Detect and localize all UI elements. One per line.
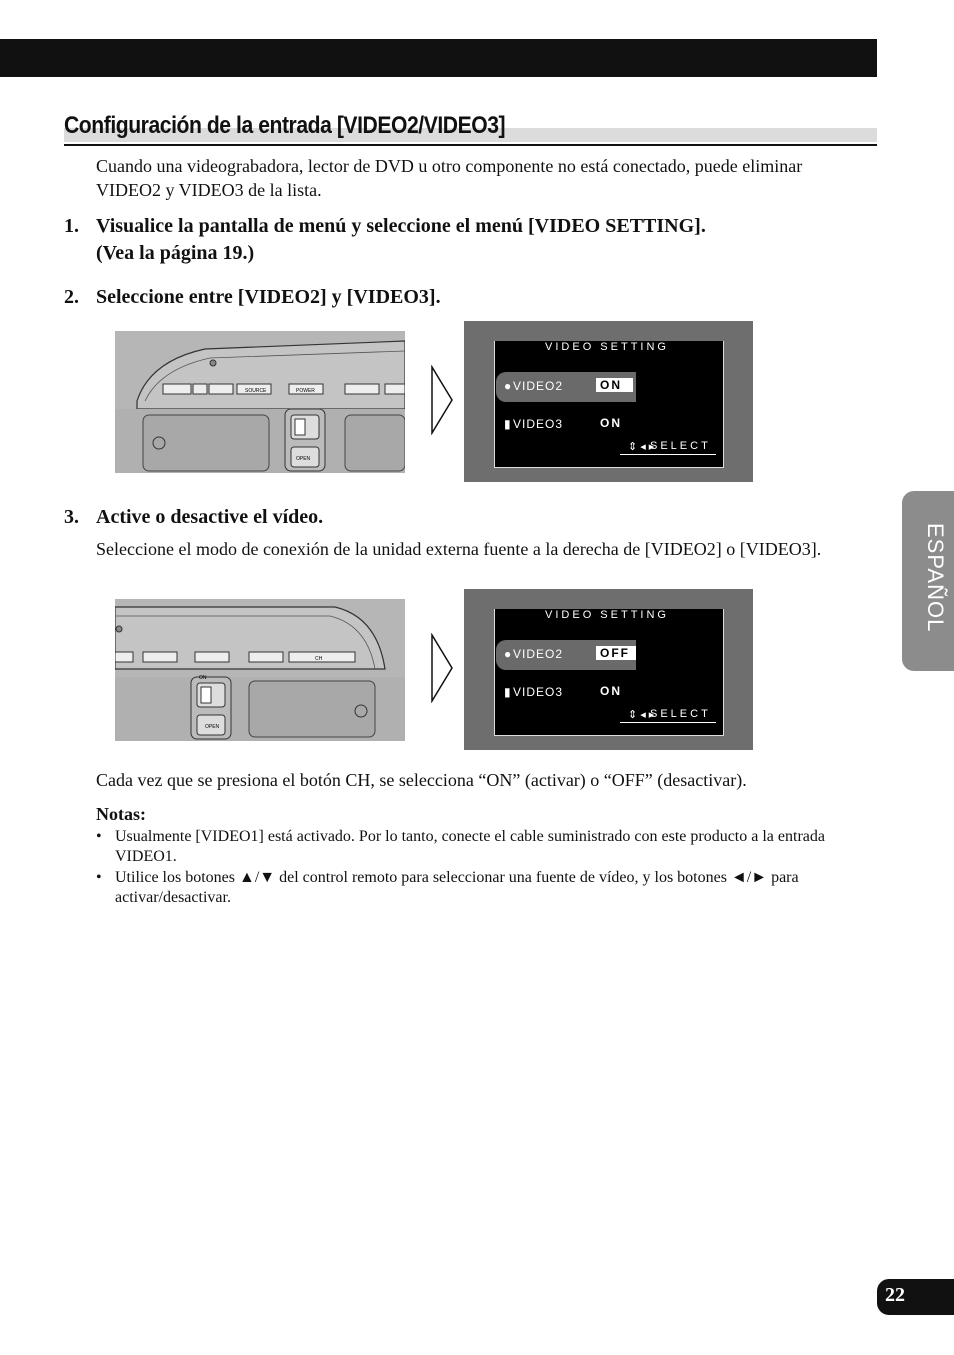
page-number: 22 xyxy=(885,1284,905,1306)
osd-row2-label: VIDEO3 xyxy=(513,685,564,699)
device-illustration xyxy=(115,331,405,473)
device-label-power: POWER xyxy=(296,388,315,394)
osd-row1-label: VIDEO2 xyxy=(513,647,564,661)
device-illustration xyxy=(115,599,405,741)
step-text: Visualice la pantalla de menú y seleccione el menú [VIDEO SETTING]. xyxy=(96,215,706,237)
osd-row2-label: VIDEO3 xyxy=(513,417,564,431)
step-text: Seleccione entre [VIDEO2] y [VIDEO3]. xyxy=(96,286,441,308)
osd-row2-value: ON xyxy=(600,684,622,698)
step-3 xyxy=(64,504,844,532)
osd-row1-value: ON xyxy=(596,378,633,392)
osd-cursor-icon: ● xyxy=(504,379,513,393)
device-photo-1 xyxy=(115,331,405,473)
section-heading xyxy=(64,112,877,146)
step3-paragraph: Seleccione el modo de conexión de la unidad externa fuente a la derecha de [VIDEO2] o [VIDEO3]. xyxy=(96,539,822,559)
notes-heading: Notas: xyxy=(96,804,146,824)
device-label-ch: CH xyxy=(315,656,323,662)
osd-footer: SELECT xyxy=(650,708,711,720)
osd-title: VIDEO SETTING xyxy=(496,341,718,354)
osd-screen-1 xyxy=(464,321,753,482)
device-photo-2 xyxy=(115,599,405,741)
next-arrow-icon xyxy=(430,633,454,703)
note-text: Usualmente [VIDEO1] está activado. Por lo tanto, conecte el cable suministrado con este producto a la entrada VIDEO1. xyxy=(115,828,825,865)
ch-note: Cada vez que se presiona el botón CH, se selecciona “ON” (activar) o “OFF” (desactivar). xyxy=(96,770,747,790)
step-number: 1. xyxy=(64,215,79,237)
osd-footer: SELECT xyxy=(650,440,711,452)
device-label-open: OPEN xyxy=(205,724,220,730)
step-number: 2. xyxy=(64,286,79,308)
osd-row2-value: ON xyxy=(600,416,622,430)
osd-marker-icon: ▮ xyxy=(504,417,512,431)
step-text: Active o desactive el vídeo. xyxy=(96,506,324,528)
osd-row1-value: OFF xyxy=(596,646,636,660)
step-text-line2: (Vea la página 19.) xyxy=(96,242,255,264)
step-2 xyxy=(64,284,844,312)
device-label-open: OPEN xyxy=(296,456,311,462)
page-number-badge xyxy=(877,1279,954,1315)
osd-arrows-icon: ⇕◂▸ xyxy=(628,709,658,721)
step-number: 3. xyxy=(64,506,79,528)
osd-screen-2 xyxy=(464,589,753,750)
osd-arrows-icon: ⇕◂▸ xyxy=(628,441,658,453)
note-text: Utilice los botones ▲/▼ del control remoto para seleccionar una fuente de vídeo, y los botones ◄/► para activar/desactivar. xyxy=(115,869,799,906)
language-tab xyxy=(902,491,954,671)
osd-row1-label: VIDEO2 xyxy=(513,379,564,393)
osd-marker-icon: ▮ xyxy=(504,685,512,699)
note-item xyxy=(96,868,841,908)
header-bar xyxy=(0,39,877,77)
language-tab-label: ESPAÑOL xyxy=(923,523,948,633)
next-arrow-icon xyxy=(430,365,454,435)
section-title: Configuración de la entrada [VIDEO2/VIDEO3] xyxy=(64,112,506,139)
step-1 xyxy=(64,213,844,269)
intro-paragraph: Cuando una videograbadora, lector de DVD u otro componente no está conectado, puede eliminar VIDEO2 y VIDEO3 de la lista. xyxy=(96,156,803,200)
osd-title: VIDEO SETTING xyxy=(496,609,718,622)
osd-cursor-icon: ● xyxy=(504,647,513,661)
bullet-icon: • xyxy=(96,869,102,886)
note-item xyxy=(96,827,841,867)
device-label-on: ON xyxy=(199,675,207,681)
bullet-icon: • xyxy=(96,828,102,845)
device-label-source: SOURCE xyxy=(245,388,267,394)
